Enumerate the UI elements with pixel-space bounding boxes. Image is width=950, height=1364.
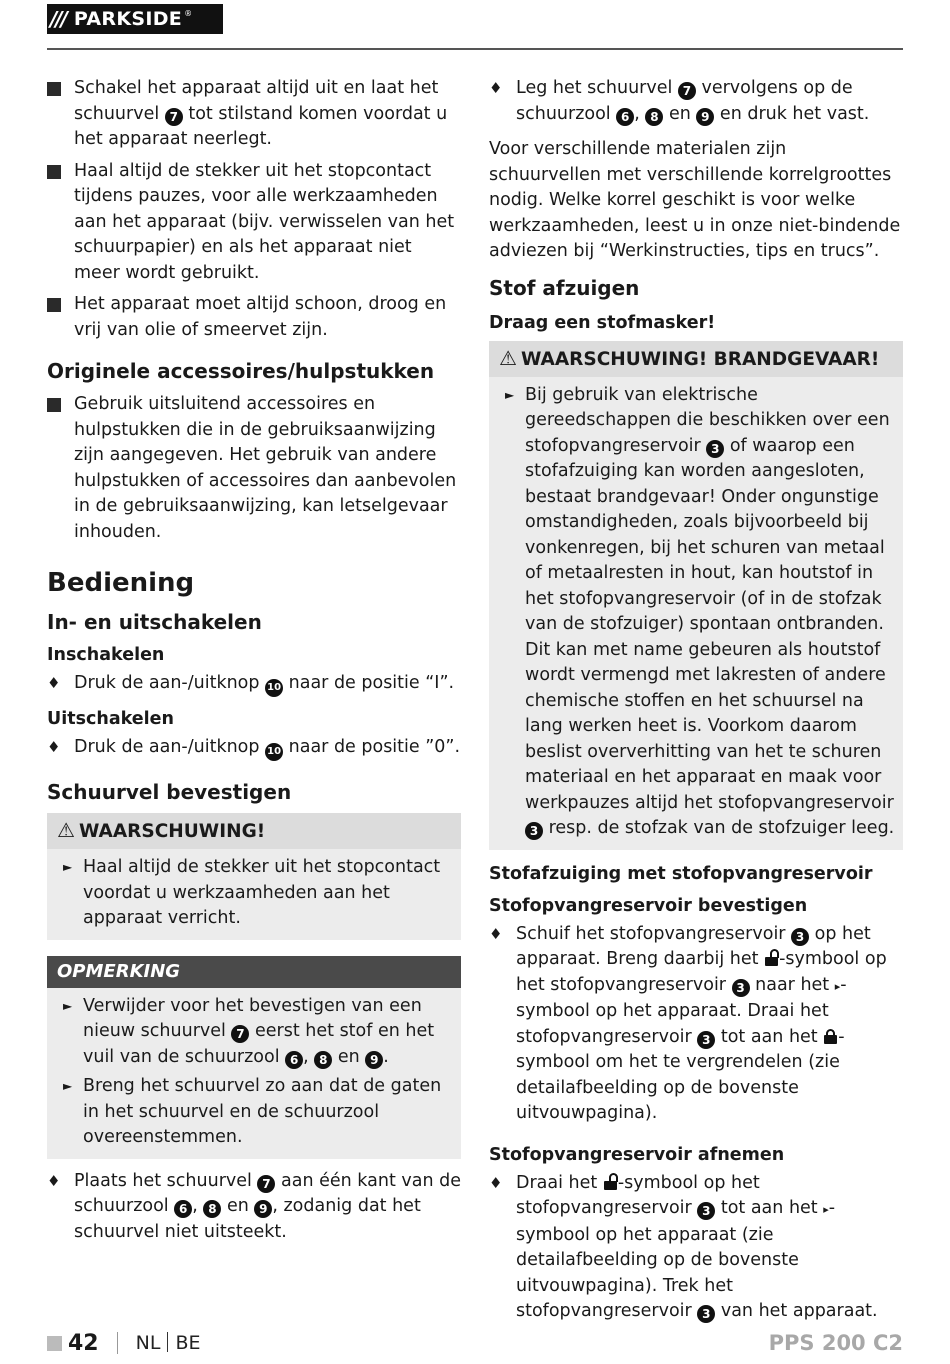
instruction-step: ♦ Schuif het stofopvangreservoir 3 op het apparaat. Breng daarbij het -symbool op het stofopvangreservoir 3 naar het ▸-symbool op het apparaat. Draai het stofopvangreservoir 3 tot aan het -symbool om het te vergrendelen (zie detailafbeelding op de bovenste uitvouwpagina). <box>489 923 887 1123</box>
safety-bullet: Gebruik uitsluitend accessoires en hulpstukken die in de gebruiksaanwijzing zijn aangegeven. Het gebruik van andere hulpstukken of accessoires dan aanbevolen in de gebruiksaanwijzing, kan letselgevaar inhouden. <box>47 392 461 545</box>
safety-bullet: Het apparaat moet altijd schoon, droog en vrij van olie of smeervet zijn. <box>47 292 461 343</box>
number-badge: 7 <box>257 1175 275 1193</box>
note-header: OPMERKING <box>47 956 461 988</box>
safety-bullet: Haal altijd de stekker uit het stopcontact tijdens pauzes, voor alle werkzaamheden aan het apparaat (bijv. verwisselen van het schuurpapier) en als het apparaat niet meer wordt gebruikt. <box>47 159 461 287</box>
number-badge: 7 <box>165 108 183 126</box>
warning-box <box>47 813 461 940</box>
language-codes: NL BE <box>135 1332 201 1354</box>
logo-registered: ® <box>184 9 193 18</box>
left-column <box>47 76 461 1251</box>
number-badge: 10 <box>265 743 283 761</box>
logo-text: PARKSIDE <box>73 8 183 30</box>
right-column <box>489 76 903 1331</box>
warning-header: ⚠ WAARSCHUWING! BRANDGEVAAR! <box>489 341 903 377</box>
paragraph: Voor verschillende materialen zijn schuurvellen met verschillende korrelgroottes nodig. Welke korrel geschikt is voor welke werkzaamheden, leest u in onze niet-bindende adviezen bij “Werkinstructies, tips en trucs”. <box>489 139 901 261</box>
footer-square-icon <box>47 1336 62 1351</box>
diamond-bullet-icon: ♦ <box>489 79 503 97</box>
section-heading: In- en uitschakelen <box>47 610 262 634</box>
number-badge: 9 <box>696 108 714 126</box>
number-badge: 3 <box>697 1031 715 1049</box>
number-badge: 3 <box>697 1305 715 1323</box>
number-badge: 8 <box>645 108 663 126</box>
number-badge: 8 <box>203 1200 221 1218</box>
arrow-bullet-icon: ► <box>63 998 73 1013</box>
number-badge: 3 <box>732 979 750 997</box>
arrow-bullet-icon: ► <box>505 387 515 402</box>
instruction-step: ♦ Plaats het schuurvel 7 aan één kant van de schuurzool 6 , 8 en 9 , zodanig dat het schuurvel niet uitsteekt. <box>47 1170 461 1242</box>
arrow-bullet-icon: ► <box>63 860 73 874</box>
square-bullet-icon <box>47 298 61 312</box>
section-heading: Originele accessoires/hulpstukken <box>47 359 435 383</box>
instruction-step: ♦ Druk de aan-/uitknop 10 naar de positie ”0”. <box>47 735 461 761</box>
subsection-heading: Draag een stofmasker! <box>489 312 716 333</box>
fire-warning-box <box>489 341 903 850</box>
diamond-bullet-icon: ♦ <box>47 738 61 756</box>
instruction-step: ♦ Draai het -symbool op het stofopvangreservoir 3 tot aan het ▸-symbool op het apparaat (zie detailafbeelding op de bovenste uitvouwpagina). Trek het stofopvangreservoir 3 van het apparaat. <box>489 1172 878 1321</box>
section-heading: Stof afzuigen <box>489 275 640 300</box>
note-item: ► Breng het schuurvel zo aan dat de gaten in het schuurvel en de schuurzool overeenstemmen. <box>63 1076 442 1147</box>
square-bullet-icon <box>47 165 61 179</box>
diamond-bullet-icon: ♦ <box>489 1173 503 1192</box>
warning-item: ► Bij gebruik van elektrische gereedschappen die beschikken over een stofopvangreservoir 3 of waarop een stofafzuiging kan worden aangesloten, bestaat brandgevaar! Onder ongunstige omstandigheden, zoals bijvoorbeeld bij vonkenregen, bij het schuren van metaal of metaalresten in hout, kan houtstof in het stofopvangreservoir (of in de stofzak van de stofzuiger) spontaan ontbranden. Dit kan met name gebeuren als houtstof wordt vermengd met lakresten of andere chemische stoffen en het schuursel na lang werken heet is. Voorkom daarom beslist oververhitting van het te schuren materiaal en het apparaat en maak voor werkpauzes altijd het stofopvangreservoir 3 resp. de stofzak van de stofzuiger leeg. <box>505 384 895 838</box>
subsection-heading: Uitschakelen <box>47 709 174 729</box>
safety-bullet: Schakel het apparaat altijd uit en laat het schuurvel 7 tot stilstand komen voordat u het apparaat neerlegt. <box>47 76 461 153</box>
subsection-heading: Stofafzuiging met stofopvangreservoir <box>489 863 873 884</box>
warning-triangle-icon: ⚠ <box>499 345 517 370</box>
number-badge: 6 <box>616 108 634 126</box>
page-number: 42 <box>68 1330 99 1356</box>
arrow-bullet-icon: ► <box>63 1079 73 1093</box>
logo-slashes: /// <box>50 7 66 31</box>
subsection-heading: Stofopvangreservoir afnemen <box>489 1144 785 1165</box>
section-heading: Schuurvel bevestigen <box>47 780 292 804</box>
model-number: PPS 200 C2 <box>768 1331 903 1355</box>
instruction-step: ♦ Druk de aan-/uitknop 10 naar de positie “I”. <box>47 671 461 697</box>
parkside-logo <box>47 4 223 34</box>
header-rule <box>47 48 903 50</box>
number-badge: 8 <box>314 1051 332 1069</box>
warning-triangle-icon: ⚠ <box>57 818 75 842</box>
instruction-step: ♦ Leg het schuurvel 7 vervolgens op de schuurzool 6 , 8 en 9 en druk het vast. <box>489 78 870 124</box>
number-badge: 9 <box>254 1200 272 1218</box>
warning-header: ⚠ WAARSCHUWING! <box>47 813 461 849</box>
number-badge: 9 <box>365 1051 383 1069</box>
note-box <box>47 956 461 1159</box>
triangle-marker-icon: ▸ <box>823 1203 829 1216</box>
square-bullet-icon <box>47 398 61 412</box>
diamond-bullet-icon: ♦ <box>489 924 503 943</box>
triangle-marker-icon: ▸ <box>834 979 841 993</box>
number-badge: 3 <box>697 1202 715 1220</box>
lock-open-icon <box>604 1175 617 1190</box>
diamond-bullet-icon: ♦ <box>47 1171 61 1190</box>
number-badge: 6 <box>174 1200 192 1218</box>
number-badge: 3 <box>706 440 724 458</box>
subsection-heading: Inschakelen <box>47 645 165 665</box>
page-footer <box>47 1328 903 1358</box>
warning-item: ► Haal altijd de stekker uit het stopcontact voordat u werkzaamheden aan het apparaat verricht. <box>63 857 441 928</box>
chapter-heading: Bediening <box>47 568 195 598</box>
lock-closed-icon <box>824 1029 837 1044</box>
note-item: ► Verwijder voor het bevestigen van een nieuw schuurvel 7 eerst het stof en het vuil van de schuurzool 6 , 8 en 9 . <box>63 995 435 1067</box>
subsection-heading: Stofopvangreservoir bevestigen <box>489 895 808 916</box>
square-bullet-icon <box>47 82 61 96</box>
footer-divider <box>117 1332 118 1354</box>
number-badge: 3 <box>791 928 809 946</box>
number-badge: 6 <box>285 1051 303 1069</box>
number-badge: 10 <box>265 679 283 697</box>
number-badge: 7 <box>678 82 696 100</box>
diamond-bullet-icon: ♦ <box>47 674 61 692</box>
lock-open-icon <box>765 951 778 966</box>
number-badge: 3 <box>525 822 543 840</box>
number-badge: 7 <box>231 1025 249 1043</box>
